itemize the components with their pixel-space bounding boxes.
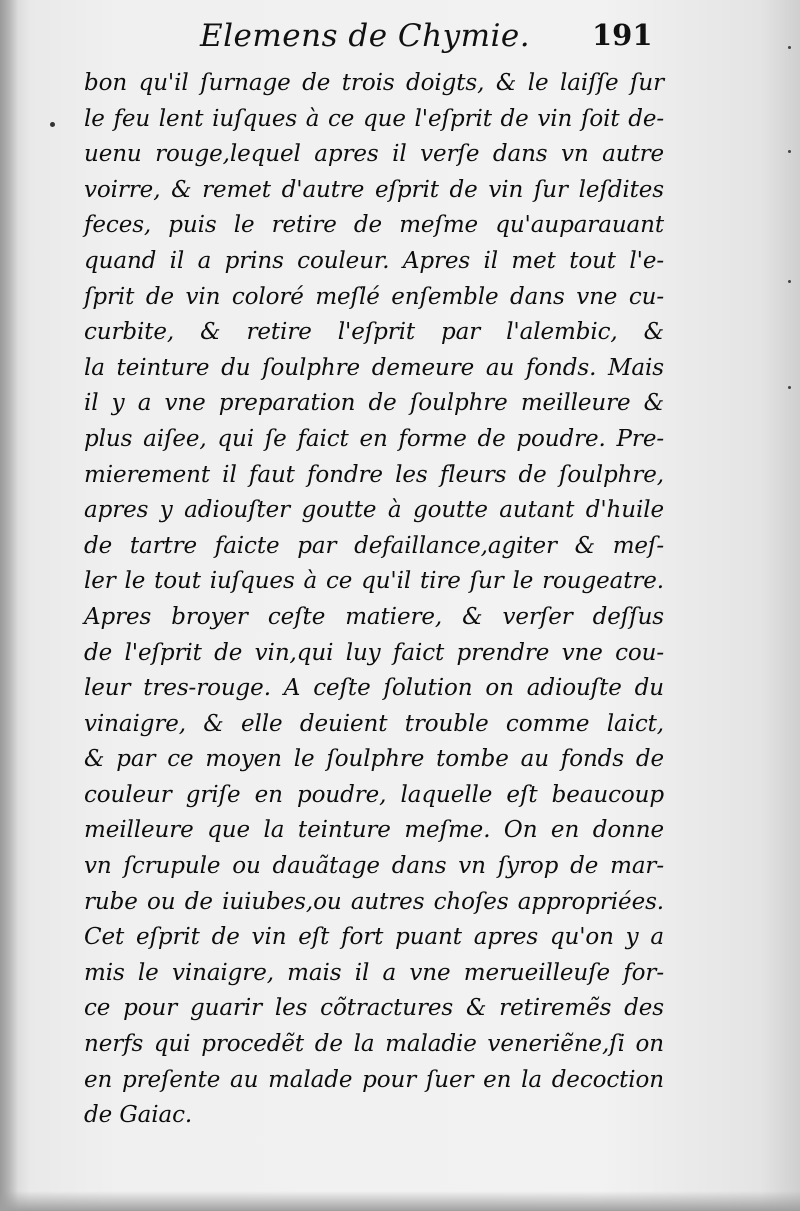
text-line: de l'eſprit de vin,qui luy faict prendre vne cou-	[84, 639, 664, 666]
text-line: de tartre faicte par defaillance,agiter & meſ-	[84, 532, 664, 559]
text-line: vinaigre, & elle deuient trouble comme laict,	[84, 710, 664, 737]
text-line: plus aiſee, qui ſe faict en forme de poudre. Pre-	[84, 425, 664, 452]
body-text	[84, 66, 664, 1134]
text-line: il y a vne preparation de ſoulphre meilleure &	[84, 390, 664, 417]
text-line: couleur griſe en poudre, laquelle eſt beaucoup	[84, 781, 664, 808]
text-line: le feu lent iuſques à ce que l'eſprit de vin ſoit de-	[84, 105, 664, 132]
text-line: Apres broyer ceſte matiere, & verſer deſſus	[84, 603, 664, 630]
text-line: ſprit de vin coloré meſlé enſemble dans vne cu-	[84, 283, 664, 310]
text-line: meilleure que la teinture meſme. On en donne	[84, 817, 664, 844]
edge-speck	[788, 46, 791, 49]
text-line: voirre, & remet d'autre eſprit de vin ſur leſdites	[84, 176, 664, 203]
text-line: apres y adiouſter goutte à goutte autant d'huile	[84, 497, 664, 524]
edge-speck	[788, 150, 791, 153]
text-line: rube ou de iuiubes,ou autres choſes appropriées.	[84, 888, 664, 915]
margin-mark	[50, 122, 55, 127]
text-line: & par ce moyen le ſoulphre tombe au fonds de	[84, 746, 664, 773]
gutter-shadow	[0, 0, 18, 1211]
text-line: mis le vinaigre, mais il a vne merueilleuſe for-	[84, 959, 664, 986]
text-line: bon qu'il ſurnage de trois doigts, & le laiſſe ſur	[84, 70, 664, 96]
text-line: Cet eſprit de vin eſt fort puant apres qu'on y a	[84, 924, 664, 951]
text-line: feces, puis le retire de meſme qu'auparauant	[84, 212, 664, 239]
text-line: quand il a prins couleur. Apres il met tout l'e-	[84, 247, 664, 274]
text-line: en preſente au malade pour ſuer en la decoction	[84, 1066, 664, 1093]
text-line: curbite, & retire l'eſprit par l'alembic, &	[84, 319, 664, 346]
edge-speck	[788, 280, 791, 283]
text-line: ler le tout iuſques à ce qu'il tire ſur le rougeatre.	[84, 568, 664, 595]
text-line: ce pour guarir les cõtractures & retiremẽs des	[84, 995, 664, 1022]
page-number: 191	[592, 18, 653, 52]
bottom-edge-shadow	[0, 1191, 800, 1211]
text-line: mierement il faut fondre les fleurs de ſoulphre,	[84, 461, 664, 488]
text-line: de Gaiac.	[84, 1102, 193, 1129]
text-line: nerfs qui procedẽt de la maladie veneriẽne,ſi on	[84, 1031, 664, 1058]
text-line: vn ſcrupule ou dauãtage dans vn ſyrop de mar-	[84, 853, 664, 880]
text-line: uenu rouge,lequel apres il verſe dans vn autre	[84, 141, 664, 168]
text-line: leur tres-rouge. A ceſte ſolution on adiouſte du	[84, 675, 664, 702]
edge-speck	[788, 386, 791, 389]
text-line: la teinture du ſoulphre demeure au fonds. Mais	[84, 354, 664, 381]
running-title: Elemens de Chymie.	[200, 18, 531, 54]
